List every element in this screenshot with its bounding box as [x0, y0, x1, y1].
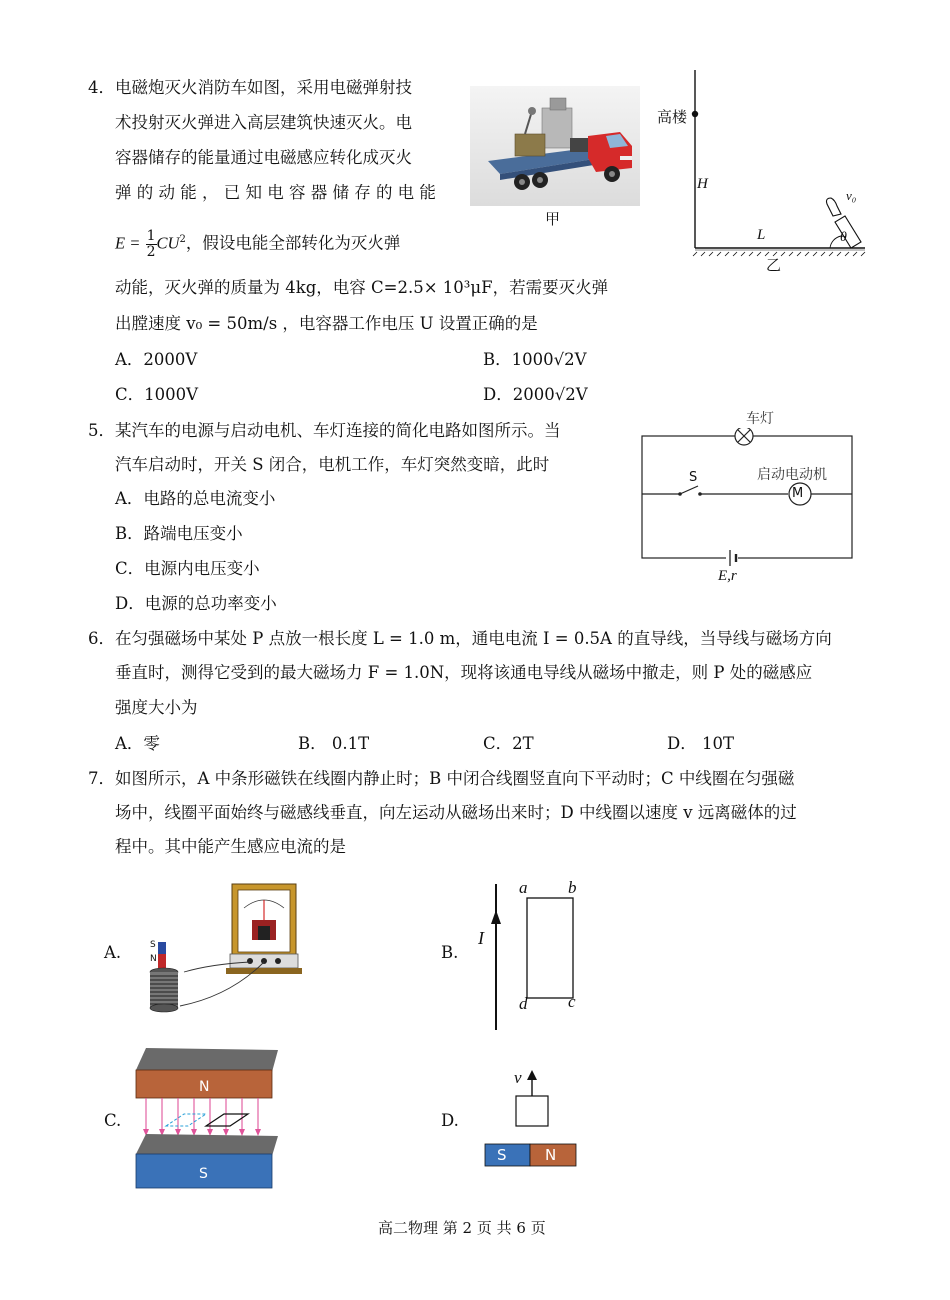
motor-symbol: M	[792, 486, 804, 501]
q6-number: 6．	[88, 629, 115, 648]
circuit-diagram	[636, 428, 858, 568]
formula-den: 2	[146, 243, 156, 260]
q5-option-c[interactable]: C．电源内电压变小	[115, 559, 260, 578]
magnet-n-label: N	[150, 954, 157, 964]
formula-fraction	[146, 229, 157, 260]
q6-line-2: 垂直时，测得它受到的最大磁场力 F = 1.0N，现将该通电导线从磁场中撤走，则 P 处的磁感应	[115, 663, 813, 682]
q7-option-d[interactable]: D.	[441, 1111, 459, 1130]
q4-option-d[interactable]: D．2000√2V	[483, 385, 588, 404]
magnet-top-n-label: N	[199, 1079, 210, 1095]
q5-option-a[interactable]: A．电路的总电流变小	[115, 489, 276, 508]
q7-line-2: 场中，线圈平面始终与磁感线垂直，向左运动从磁场出来时；D 中线圈以速度 v 远离磁体的过	[115, 803, 797, 822]
corner-c-label: c	[568, 992, 576, 1011]
magnet-s-label: S	[150, 940, 156, 950]
corner-d-label: d	[519, 994, 528, 1013]
velocity-label: v	[514, 1068, 522, 1087]
q6-option-c[interactable]: C．2T	[483, 734, 534, 753]
launch-diagram	[655, 66, 885, 266]
bar-magnet-s-label: S	[497, 1146, 507, 1164]
q5-number: 5．	[88, 421, 115, 440]
q7-line-1: 如图所示，A 中条形磁铁在线圈内静止时；B 中闭合线圈竖直向下平动时；C 中线圈在匀强磁	[115, 769, 795, 788]
q6-line-3: 强度大小为	[115, 698, 198, 717]
fire-truck-figure	[470, 86, 640, 206]
current-label: I	[478, 928, 484, 948]
distance-label: L	[757, 227, 766, 243]
q7-option-b[interactable]: B.	[441, 943, 459, 962]
q6-option-a[interactable]: A．零	[115, 734, 160, 753]
q4-line-6: 动能，灭火弹的质量为 4kg，电容 C=2.5× 10³μF，若需要灭火弹	[115, 278, 609, 297]
q5-option-b[interactable]: B．路端电压变小	[115, 524, 243, 543]
q4-line-4: 弹 的 动 能 ， 已 知 电 容 器 储 存 的 电 能	[115, 183, 436, 202]
q4-line-1: 电磁炮灭火消防车如图，采用电磁弹射技	[115, 78, 412, 97]
q6-option-d[interactable]: D． 10T	[667, 734, 734, 753]
formula-lhs: E =	[115, 233, 141, 253]
moving-coil-figure	[480, 1068, 580, 1172]
q4-line-2: 术投射灭火弹进入高层建筑快速灭火。电	[115, 113, 412, 132]
q5-line-1: 某汽车的电源与启动电机、车灯连接的简化电路如图所示。当	[115, 421, 561, 440]
q7-option-a[interactable]: A.	[104, 943, 122, 962]
motor-label: 启动电动机	[757, 467, 827, 483]
fig-yi-label: 乙	[766, 256, 782, 274]
formula-exponent: 2	[179, 234, 186, 245]
source-label: E,r	[718, 568, 737, 584]
q4-line-3: 容器储存的能量通过电磁感应转化成灭火	[115, 148, 412, 167]
corner-a-label: a	[519, 878, 528, 897]
q4-option-a[interactable]: A．2000V	[115, 350, 198, 369]
q4-formula-line	[115, 220, 400, 264]
q4-option-b[interactable]: B．1000√2V	[483, 350, 587, 369]
v0-label: v₀	[846, 188, 857, 203]
formula-num: 1	[146, 227, 156, 244]
formula-rhs: CU	[156, 233, 180, 253]
q4-option-c[interactable]: C．1000V	[115, 385, 199, 404]
q6-option-b[interactable]: B． 0.1T	[298, 734, 370, 753]
switch-label: S	[689, 470, 698, 485]
formula-tail: ，假设电能全部转化为灭火弹	[185, 233, 401, 253]
q7-option-c[interactable]: C.	[104, 1111, 122, 1130]
height-label: H	[697, 176, 708, 192]
corner-b-label: b	[568, 878, 577, 897]
q4-line-7: 出膛速度 v₀ = 50m/s ，电容器工作电压 U 设置正确的是	[115, 314, 538, 333]
lamp-label: 车灯	[746, 411, 774, 427]
q5-option-d[interactable]: D．电源的总功率变小	[115, 594, 277, 613]
bar-magnet-n-label: N	[545, 1146, 557, 1164]
wire-loop-figure	[480, 880, 590, 1036]
q7-line-3: 程中。其中能产生感应电流的是	[115, 837, 346, 856]
q5-line-2: 汽车启动时，开关 S 闭合，电机工作，车灯突然变暗，此时	[115, 455, 550, 474]
magnet-bottom-s-label: S	[199, 1166, 208, 1182]
fig-jia-label: 甲	[545, 210, 561, 228]
page-footer: 高二物理 第 2 页 共 6 页	[378, 1219, 546, 1237]
theta-label: θ	[840, 230, 847, 245]
q7-number: 7．	[88, 769, 115, 788]
q6-line-1: 在匀强磁场中某处 P 点放一根长度 L = 1.0 m，通电电流 I = 0.5A 的直导线，当导线与磁场方向	[115, 629, 832, 648]
q4-number: 4．	[88, 78, 115, 97]
building-label: 高楼	[657, 108, 688, 126]
galvanometer-coil-figure	[140, 880, 310, 1022]
